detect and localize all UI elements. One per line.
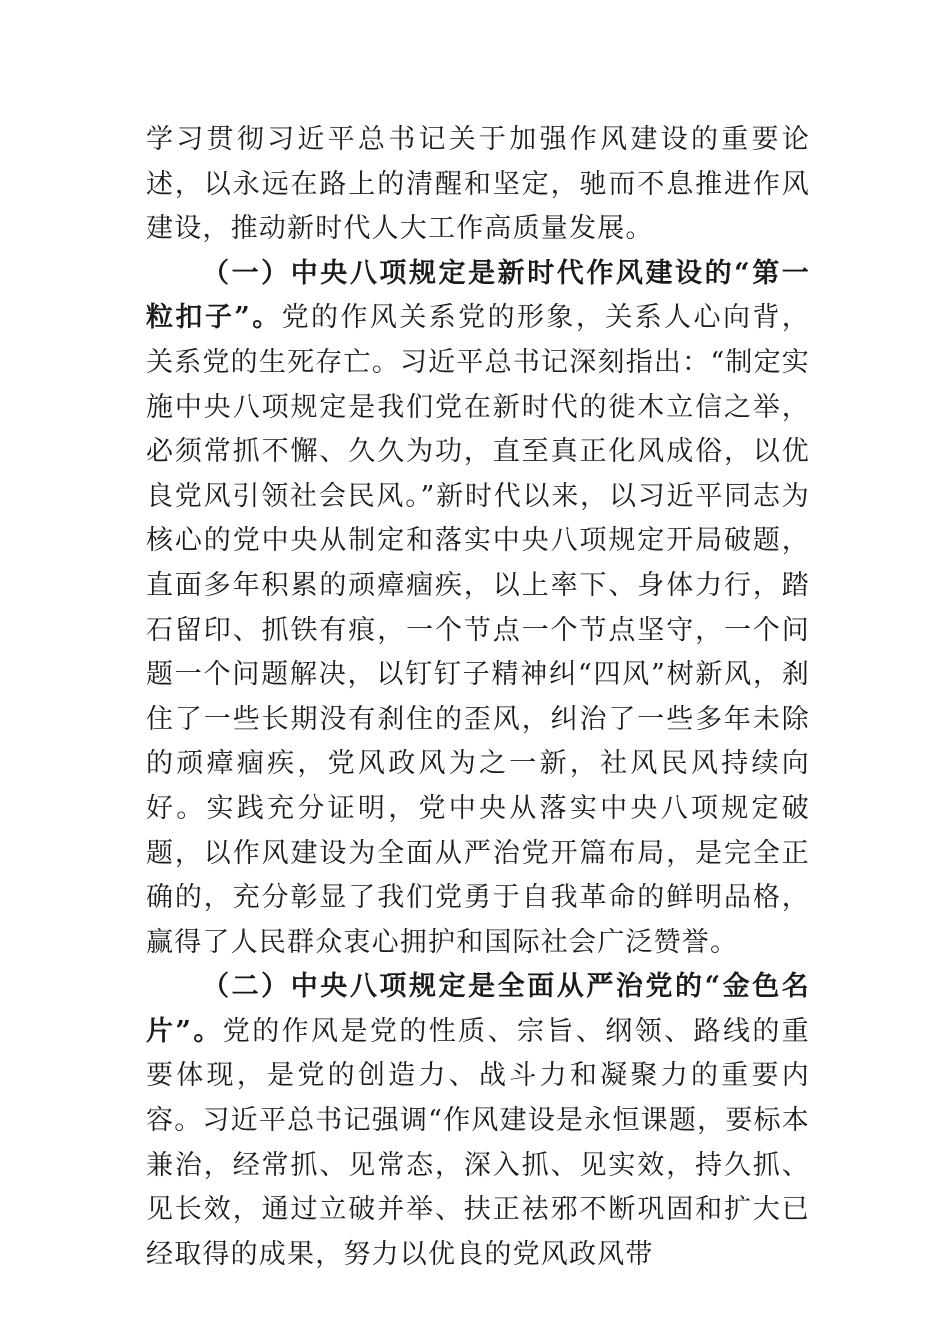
section-2-text: 党的作风是党的性质、宗旨、纲领、路线的重要体现，是党的创造力、战斗力和凝聚力的重要内容。习近平总书记强调“作风建设是永恒课题，要标本兼治，经常抓、见常态，深入抓、见实效，持久抓、见长效，通过立破并举、扶正祛邪不断巩固和扩大已经取得的成果，努力以优良的党风政风带: [146, 1015, 810, 1270]
section-1-paragraph: [146, 252, 810, 966]
section-2-paragraph: [146, 965, 810, 1277]
intro-paragraph: [146, 118, 810, 252]
section-1-text: 党的作风关系党的形象，关系人心向背，关系党的生死存亡。习近平总书记深刻指出：“制定实施中央八项规定是我们党在新时代的徙木立信之举，必须常抓不懈、久久为功，直至真正化风成俗，以优良党风引领社会民风。”新时代以来，以习近平同志为核心的党中央从制定和落实中央八项规定开局破题，直面多年积累的顽瘴痼疾，以上率下、身体力行，踏石留印、抓铁有痕，一个节点一个节点坚守，一个问题一个问题解决，以钉钉子精神纠“四风”树新风，刹住了一些长期没有刹住的歪风，纠治了一些多年未除的顽瘴痼疾，党风政风为之一新，社风民风持续向好。实践充分证明，党中央从落实中央八项规定破题，以作风建设为全面从严治党开篇布局，是完全正确的，充分彰显了我们党勇于自我革命的鲜明品格，赢得了人民群众衷心拥护和国际社会广泛赞誉。: [146, 302, 810, 958]
section-2-heading: （二）中央八项规定是全面从严治党的“金色名片”。: [146, 971, 810, 1047]
section-1-heading: （一）中央八项规定是新时代作风建设的“第一粒扣子”。: [146, 257, 810, 334]
intro-text: 学习贯彻习近平总书记关于加强作风建设的重要论述，以永远在路上的清醒和坚定，驰而不息推进作风建设，推动新时代人大工作高质量发展。: [146, 124, 810, 245]
document-body: [146, 118, 810, 1277]
